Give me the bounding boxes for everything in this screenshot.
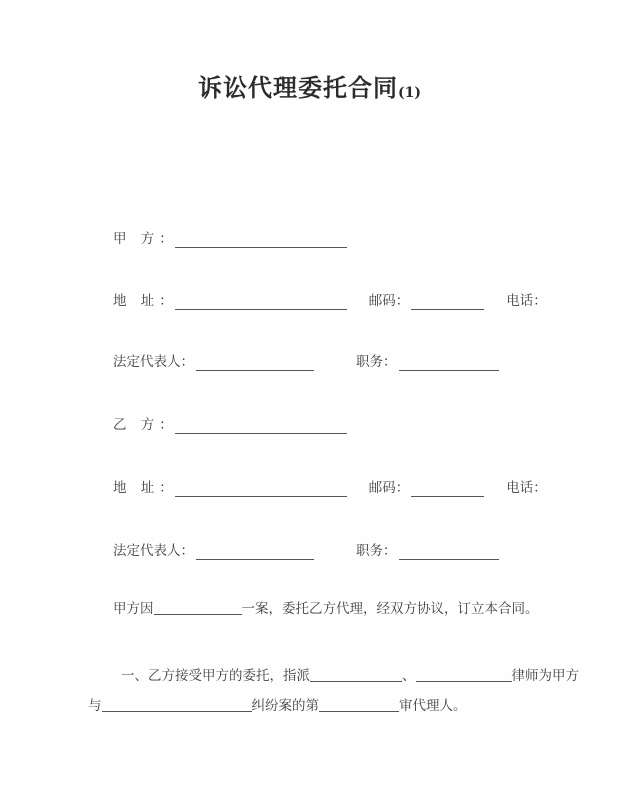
clause-1-line2-text-part3: 审代理人。 (399, 698, 467, 714)
clause-1-text-part2: 律师为甲方 (511, 668, 579, 684)
label-party-a-phone: 电话 (506, 293, 534, 309)
page-title-main: 诉讼代理委托合同 (198, 73, 398, 102)
preamble-text-part2: 一案，委托乙方代理，经双方协议，订立本合同。 (241, 601, 539, 617)
colon-party-b-job-title: ： (383, 543, 397, 559)
input-party-a-zip[interactable] (411, 296, 484, 310)
colon-party-a-legal-rep: ： (180, 354, 194, 370)
clause-1-separator: 、 (402, 668, 416, 684)
field-party-b-job-title (356, 542, 499, 560)
clause-1-text-part1: 一、乙方接受甲方的委托，指派 (121, 668, 310, 684)
field-party-b-legal-rep (113, 542, 314, 560)
label-party-a-legal-rep: 法定代表人 (113, 354, 181, 370)
input-party-a-address[interactable] (175, 296, 347, 310)
label-party-b-phone: 电话 (506, 480, 534, 496)
field-party-b-phone (506, 479, 549, 497)
input-party-a-name[interactable] (175, 234, 347, 248)
field-party-a-zip (369, 292, 485, 310)
input-party-b-zip[interactable] (411, 483, 484, 497)
label-party-a-job-title: 职务 (356, 354, 383, 370)
field-row-party-b-legal-rep (113, 538, 599, 560)
colon-party-a-phone: ： (533, 293, 547, 309)
clause-1-line2-text-part1: 与 (88, 698, 102, 714)
field-party-a-address (113, 292, 347, 310)
colon-party-a: ： (159, 231, 173, 247)
field-row-party-a-legal-rep (113, 349, 599, 371)
colon-party-a-job-title: ： (383, 354, 397, 370)
input-party-b-job-title[interactable] (399, 546, 499, 560)
colon-party-b: ： (159, 417, 173, 433)
field-party-a-name (113, 230, 347, 248)
colon-party-b-legal-rep: ： (180, 543, 194, 559)
field-row-party-a-name (113, 226, 599, 248)
clause-1-line2-text-part2: 纠纷案的第 (251, 698, 319, 714)
preamble-text-part1: 甲方因 (113, 601, 154, 617)
field-party-a-job-title (356, 353, 499, 371)
label-party-a: 甲 方 (113, 231, 160, 247)
label-party-b: 乙 方 (113, 417, 160, 433)
label-party-b-zip: 邮码 (368, 480, 396, 496)
paragraph-clause-1-line-1 (113, 661, 597, 691)
colon-party-a-address: ： (159, 293, 173, 309)
input-clause-1-instance[interactable] (319, 698, 399, 712)
input-preamble-case[interactable] (154, 601, 242, 615)
page-title (0, 68, 619, 103)
input-party-b-address[interactable] (175, 483, 347, 497)
field-party-b-name (113, 416, 347, 434)
field-party-b-address (113, 479, 347, 497)
input-clause-1-opposing-party[interactable] (102, 698, 252, 712)
colon-party-b-zip: ： (395, 480, 410, 496)
field-party-a-phone (506, 292, 549, 310)
field-party-a-legal-rep (113, 353, 314, 371)
colon-party-b-phone: ： (533, 480, 547, 496)
colon-party-b-address: ： (159, 480, 173, 496)
field-row-party-b-name (113, 412, 599, 434)
page-title-suffix: (1) (398, 85, 421, 101)
field-row-party-b-contact (113, 475, 599, 497)
label-party-b-address: 地 址 (113, 480, 160, 496)
input-party-b-name[interactable] (175, 420, 347, 434)
input-party-b-legal-rep[interactable] (196, 546, 314, 560)
input-clause-1-lawyer-1[interactable] (310, 668, 402, 682)
colon-party-a-zip: ： (395, 293, 410, 309)
label-party-b-job-title: 职务 (356, 543, 383, 559)
field-party-b-zip (369, 479, 485, 497)
input-party-a-job-title[interactable] (399, 357, 499, 371)
label-party-a-address: 地 址 (113, 293, 160, 309)
label-party-a-zip: 邮码 (368, 293, 396, 309)
label-party-b-legal-rep: 法定代表人 (113, 543, 181, 559)
input-party-a-legal-rep[interactable] (196, 357, 314, 371)
paragraph-clause-1-line-2 (88, 691, 597, 721)
paragraph-preamble (113, 594, 597, 624)
input-clause-1-lawyer-2[interactable] (416, 668, 512, 682)
field-row-party-a-contact (113, 288, 599, 310)
